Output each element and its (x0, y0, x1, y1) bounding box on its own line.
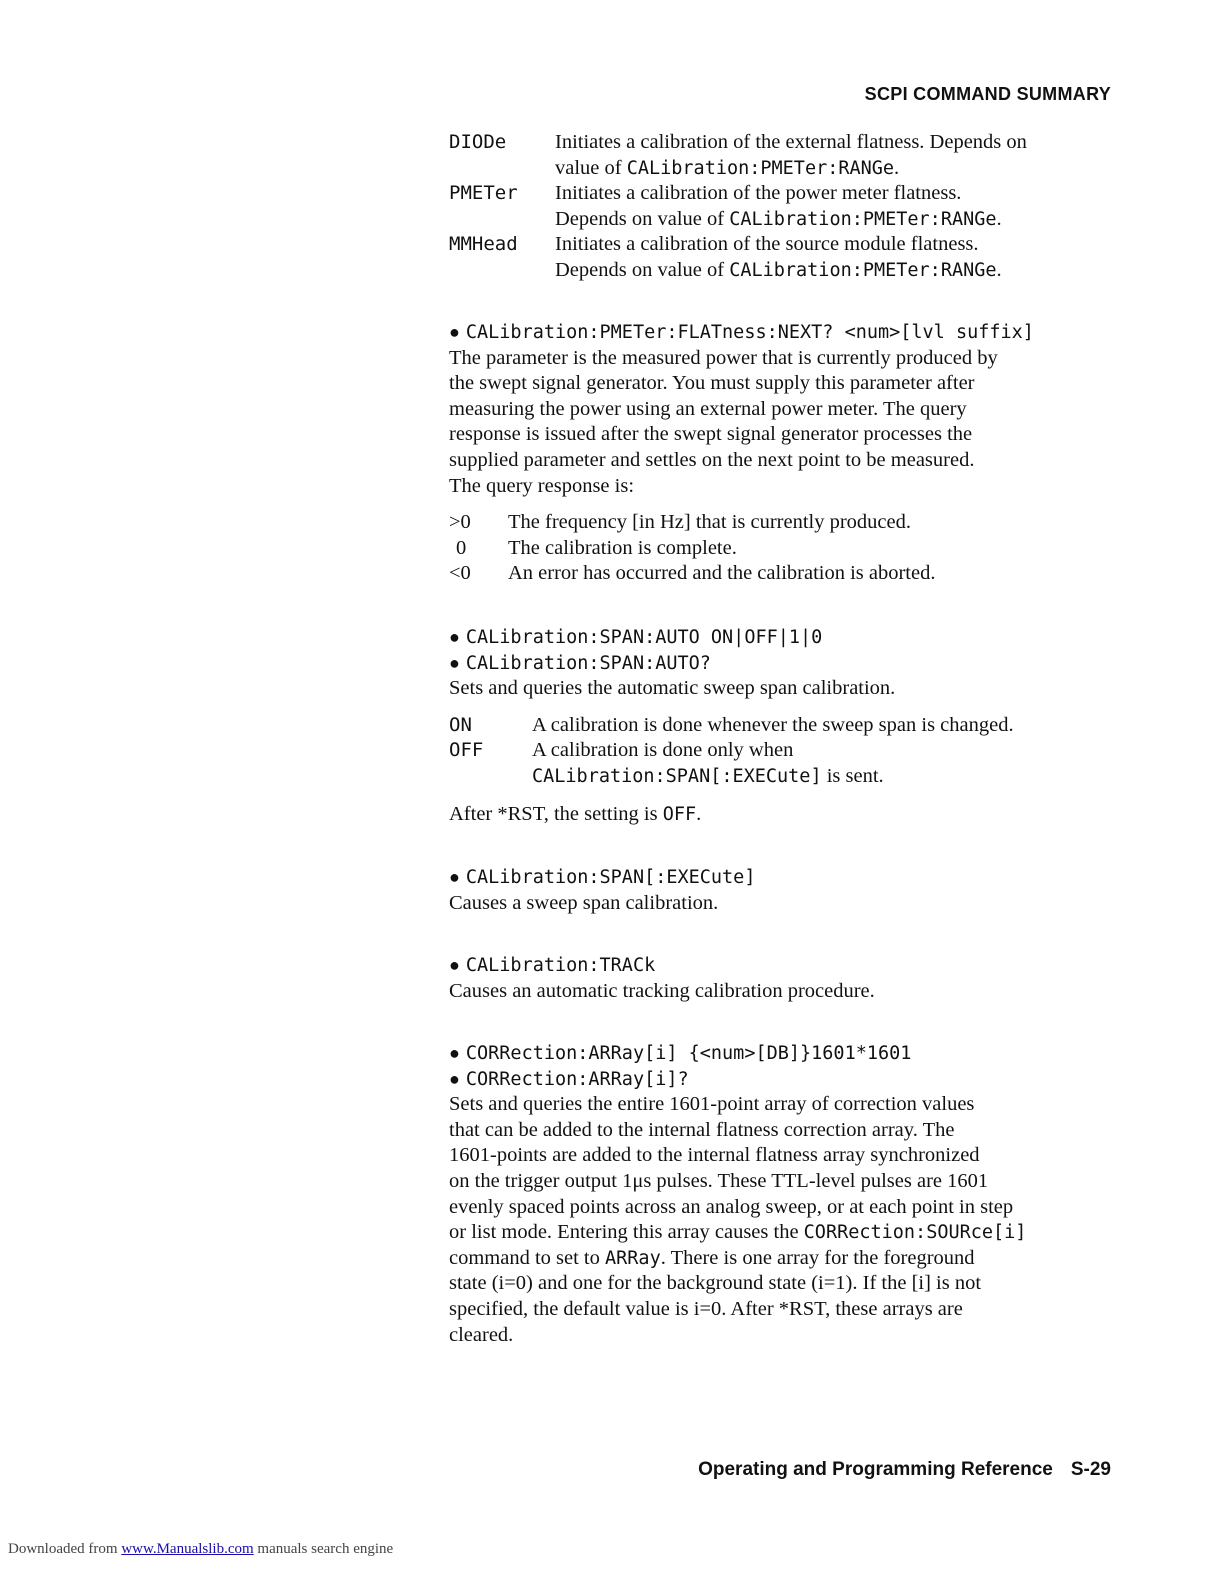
page-header-title: SCPI COMMAND SUMMARY (864, 84, 1111, 104)
bullet-icon: ● (449, 627, 460, 647)
description-line: the swept signal generator. You must supply this parameter after (449, 372, 975, 395)
description-line (449, 1220, 1119, 1246)
def-text: value of (555, 156, 622, 179)
description-line: response is issued after the swept signal generator processes the (449, 423, 973, 446)
description-line: that can be added to the internal flatness correction array. The (449, 1118, 955, 1141)
option-code: CALibration:SPAN[:EXECute] (532, 765, 822, 787)
def-row-cont (449, 258, 1119, 284)
download-text: manuals search engine (253, 1541, 394, 1557)
description-line: The query response is: (449, 474, 635, 497)
def-code: CALibration:PMETer:RANGe (729, 208, 997, 230)
def-row-diode (449, 130, 1119, 156)
bullet-icon: ● (449, 867, 460, 887)
calibration-definitions (449, 130, 1119, 284)
desc-text: command to set to (449, 1246, 606, 1269)
description-line: on the trigger output 1μs pulses. These TTL-level pulses are 1601 (449, 1169, 989, 1192)
bullet-icon: ● (449, 955, 460, 975)
command-line (449, 320, 1119, 346)
span-auto-section (449, 625, 1119, 827)
command-text: CALibration:SPAN[:EXECute] (465, 867, 756, 888)
def-code: CALibration:PMETer:RANGe (729, 259, 997, 281)
command-text: CALibration:PMETer:FLATness:NEXT? <num>[lvl suffix] (465, 322, 1034, 343)
def-text: . (894, 156, 900, 179)
desc-text: . There is one array for the foreground (660, 1246, 975, 1269)
description-line: 1601-points are added to the internal flatness array synchronized (449, 1144, 980, 1167)
bullet-icon: ● (449, 1043, 460, 1063)
bullet-icon: ● (449, 1068, 460, 1089)
def-row-mmhead (449, 232, 1119, 258)
description-line: cleared. (449, 1323, 514, 1346)
option-row-on (449, 713, 1119, 739)
desc-text: or list mode. Entering this array causes the (449, 1221, 804, 1244)
response-code: <0 (449, 562, 471, 585)
response-text: The calibration is complete. (508, 536, 737, 559)
def-text: . (996, 258, 1002, 281)
command-text: CORRection:ARRay[i]? (465, 1068, 689, 1090)
flatness-next-section (449, 320, 1119, 587)
option-term: ON (449, 713, 472, 736)
command-line (449, 625, 1119, 651)
response-code: 0 (456, 536, 467, 559)
bullet-icon: ● (449, 652, 460, 673)
correction-section (449, 1041, 1119, 1348)
option-cont (449, 764, 1119, 790)
command-text: CALibration:TRACk (465, 955, 656, 976)
command-text: CALibration:SPAN:AUTO? (465, 652, 711, 674)
after-code: OFF (662, 803, 697, 825)
def-text: . (996, 207, 1002, 230)
after-rst-line (449, 802, 1119, 828)
option-term: OFF (449, 739, 484, 762)
description-line (449, 1246, 1119, 1272)
footer-section-title: Operating and Programming Reference (698, 1459, 1053, 1480)
download-notice (8, 1541, 393, 1558)
desc-code: ARRay (605, 1247, 661, 1269)
description-line: Sets and queries the entire 1601-point array of correction values (449, 1093, 975, 1116)
download-text: Downloaded from (8, 1541, 122, 1557)
response-text: The frequency [in Hz] that is currently produced. (508, 511, 912, 534)
option-text: A calibration is done whenever the sweep span is changed. (532, 713, 1014, 736)
def-text: Depends on value of (555, 258, 725, 281)
command-line (449, 651, 1119, 677)
after-text: After *RST, the setting is (449, 802, 663, 825)
def-text: Depends on value of (555, 207, 725, 230)
command-line (449, 953, 1119, 979)
def-text: Initiates a calibration of the external flatness. Depends on (555, 131, 1027, 153)
def-text: Initiates a calibration of the source module flatness. (555, 233, 979, 256)
span-execute-section (449, 865, 1119, 916)
description-line: supplied parameter and settles on the next point to be measured. (449, 448, 975, 471)
def-row-cont (449, 207, 1119, 233)
option-row-off (449, 738, 1119, 764)
command-text: CORRection:ARRay[i] {<num>[DB]}1601*1601 (465, 1043, 912, 1064)
response-row (449, 561, 1119, 587)
description-line: Causes an automatic tracking calibration procedure. (449, 979, 875, 1002)
def-row-pmeter (449, 181, 1119, 207)
page-footer (698, 1459, 1111, 1481)
command-line (449, 1067, 1119, 1093)
command-text: CALibration:SPAN:AUTO ON|OFF|1|0 (465, 627, 823, 648)
after-text: . (696, 802, 702, 825)
description-line: Causes a sweep span calibration. (449, 891, 719, 914)
def-term: MMHead (449, 233, 518, 256)
description-line: specified, the default value is i=0. After *RST, these arrays are (449, 1297, 963, 1320)
response-row (449, 510, 1119, 536)
def-row-cont (449, 156, 1119, 182)
desc-code: CORRection:SOURce[i] (803, 1222, 1027, 1244)
manualslib-link[interactable]: www.Manualslib.com (121, 1541, 254, 1557)
bullet-icon: ● (449, 322, 460, 342)
description-line: state (i=0) and one for the background state (i=1). If the [i] is not (449, 1272, 982, 1295)
response-row (449, 536, 1119, 562)
response-code: >0 (449, 511, 471, 534)
option-text: A calibration is done only when (532, 739, 794, 762)
command-line (449, 1041, 1119, 1067)
page-number: S-29 (1070, 1459, 1111, 1480)
response-text: An error has occurred and the calibration is aborted. (508, 562, 936, 585)
track-section (449, 953, 1119, 1004)
def-text: Initiates a calibration of the power meter flatness. (555, 182, 962, 205)
def-term: PMETer (449, 182, 518, 205)
def-code: CALibration:PMETer:RANGe (626, 157, 895, 179)
option-text: is sent. (821, 764, 884, 787)
description-line: Sets and queries the automatic sweep span calibration. (449, 677, 896, 700)
description-line: The parameter is the measured power that is currently produced by (449, 346, 998, 369)
def-term: DIODe (449, 131, 507, 153)
command-line (449, 865, 1119, 891)
description-line: measuring the power using an external power meter. The query (449, 397, 967, 420)
description-line: evenly spaced points across an analog sweep, or at each point in step (449, 1195, 1014, 1218)
